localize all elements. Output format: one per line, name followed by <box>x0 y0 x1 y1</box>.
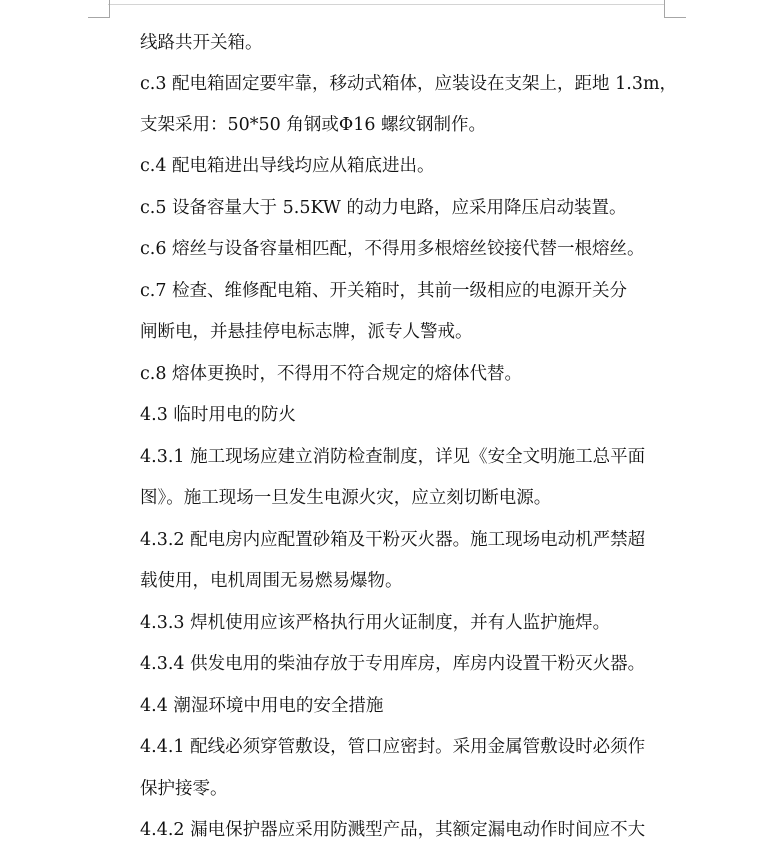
text-line: c.7 检查、维修配电箱、开关箱时，其前一级相应的电源开关分 <box>140 281 628 301</box>
text-line: 4.3.2 配电房内应配置砂箱及干粉灭火器。施工现场电动机严禁超 <box>140 530 646 550</box>
text-line: 4.3.3 焊机使用应该严格执行用火证制度，并有人监护施焊。 <box>140 613 611 633</box>
text-line: 图》。施工现场一旦发生电源火灾，应立刻切断电源。 <box>140 488 552 508</box>
text-line: 支架采用：50*50 角钢或Φ16 螺纹钢制作。 <box>140 115 487 135</box>
crop-mark-left-vertical <box>109 0 110 18</box>
crop-mark-left-horizontal <box>88 17 110 18</box>
text-line: 闸断电，并悬挂停电标志牌，派专人警戒。 <box>140 322 473 342</box>
text-line: 线路共开关箱。 <box>140 33 263 53</box>
section-heading: 4.4 潮湿环境中用电的安全措施 <box>140 696 384 716</box>
text-line: 4.3.1 施工现场应建立消防检查制度，详见《安全文明施工总平面 <box>140 447 646 467</box>
text-line: 载使用，电机周围无易燃易爆物。 <box>140 571 403 591</box>
text-line: c.5 设备容量大于 5.5KW 的动力电路，应采用降压启动装置。 <box>140 198 627 218</box>
text-line: c.6 熔丝与设备容量相匹配，不得用多根熔丝铰接代替一根熔丝。 <box>140 239 645 259</box>
text-line: c.3 配电箱固定要牢靠，移动式箱体，应装设在支架上，距地 1.3m， <box>140 74 678 94</box>
text-line: 4.4.1 配线必须穿管敷设，管口应密封。采用金属管敷设时必须作 <box>140 737 646 757</box>
crop-mark-right-vertical <box>664 0 665 18</box>
text-line: 保护接零。 <box>140 779 228 799</box>
text-line: c.4 配电箱进出导线均应从箱底进出。 <box>140 156 435 176</box>
page-top-edge <box>108 4 664 5</box>
text-line: 4.3.4 供发电用的柴油存放于专用库房，库房内设置干粉灭火器。 <box>140 654 646 674</box>
text-line: 4.4.2 漏电保护器应采用防溅型产品，其额定漏电动作时间应不大 <box>140 820 646 840</box>
crop-mark-right-horizontal <box>664 17 686 18</box>
section-heading: 4.3 临时用电的防火 <box>140 405 296 425</box>
text-line: c.8 熔体更换时，不得用不符合规定的熔体代替。 <box>140 364 523 384</box>
